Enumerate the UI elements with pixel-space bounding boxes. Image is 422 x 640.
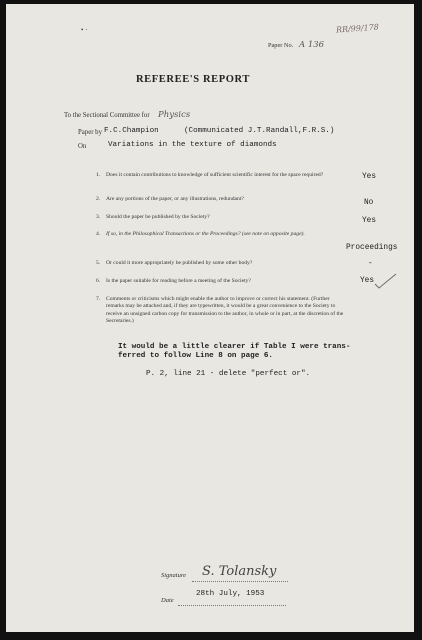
on-label: On xyxy=(78,143,87,150)
question-text: Is the paper suitable for reading before a meeting of the Society? xyxy=(106,278,251,284)
question-text: Are any portions of the paper, or any illustrations, redundant? xyxy=(106,196,244,202)
question-text: Comments or criticisms which might enable the author to improve or correct his statement. (Further remarks may be attached and, if they are typewritten, it would be a great convenience to the Society to receive an unsigned carbon copy for transmission to the author, in whole or in part, at the discretion of the Secretaries.) xyxy=(106,296,344,325)
question-number: 4. xyxy=(96,231,101,237)
corner-marks: • · xyxy=(81,26,88,34)
paper-no-value: A 136 xyxy=(299,40,325,50)
question-number: 6. xyxy=(96,278,101,284)
question-number: 5. xyxy=(96,260,101,266)
question-text: Or could it more appropriately be published by some other body? xyxy=(106,260,253,266)
paper-by-label: Paper by xyxy=(78,129,102,136)
question-number: 2. xyxy=(96,196,101,202)
answer-2: No xyxy=(364,199,374,207)
committee-label: To the Sectional Committee for xyxy=(64,112,150,119)
communicated-by: (Communicated J.T.Randall,F.R.S.) xyxy=(184,127,335,135)
committee-value: Physics xyxy=(158,110,191,120)
paper-no-label: Paper No. xyxy=(268,42,294,49)
question-text: Does it contain contributions to knowledge of sufficient scientific interest for the space required? xyxy=(106,172,324,178)
date-label: Date xyxy=(161,597,174,604)
answer-3: Yes xyxy=(362,217,377,225)
archive-reference: RR/99/178 xyxy=(335,22,380,35)
answer-5: - xyxy=(368,260,373,268)
signature-label: Signature xyxy=(161,572,187,579)
comment-line-3: P. 2, line 21 - delete "perfect or". xyxy=(146,370,311,378)
answer-4: Proceedings xyxy=(346,244,398,252)
question-text: If so, in the Philosophical Transactions or the Proceedings? (see note on opposite page). xyxy=(106,231,305,237)
answer-1: Yes xyxy=(362,173,377,181)
comment-line-1: It would be a little clearer if Table I were trans- xyxy=(118,343,351,351)
page-title: REFEREE'S REPORT xyxy=(136,74,250,85)
question-number: 7. xyxy=(96,296,101,302)
paper-title: Variations in the texture of diamonds xyxy=(108,141,277,149)
question-number: 3. xyxy=(96,214,101,220)
signature-line xyxy=(192,581,288,582)
signature: S. Tolansky xyxy=(202,564,277,579)
check-mark-icon xyxy=(374,272,398,290)
date-line xyxy=(178,605,286,606)
question-text: Should the paper be published by the Society? xyxy=(106,214,210,220)
comment-line-2: ferred to follow Line 8 on page 6. xyxy=(118,352,273,360)
date-value: 28th July, 1953 xyxy=(196,590,265,598)
answer-6: Yes xyxy=(360,277,375,285)
report-sheet xyxy=(6,4,414,632)
question-number: 1. xyxy=(96,172,101,178)
paper-by-value: F.C.Champion xyxy=(104,127,159,135)
